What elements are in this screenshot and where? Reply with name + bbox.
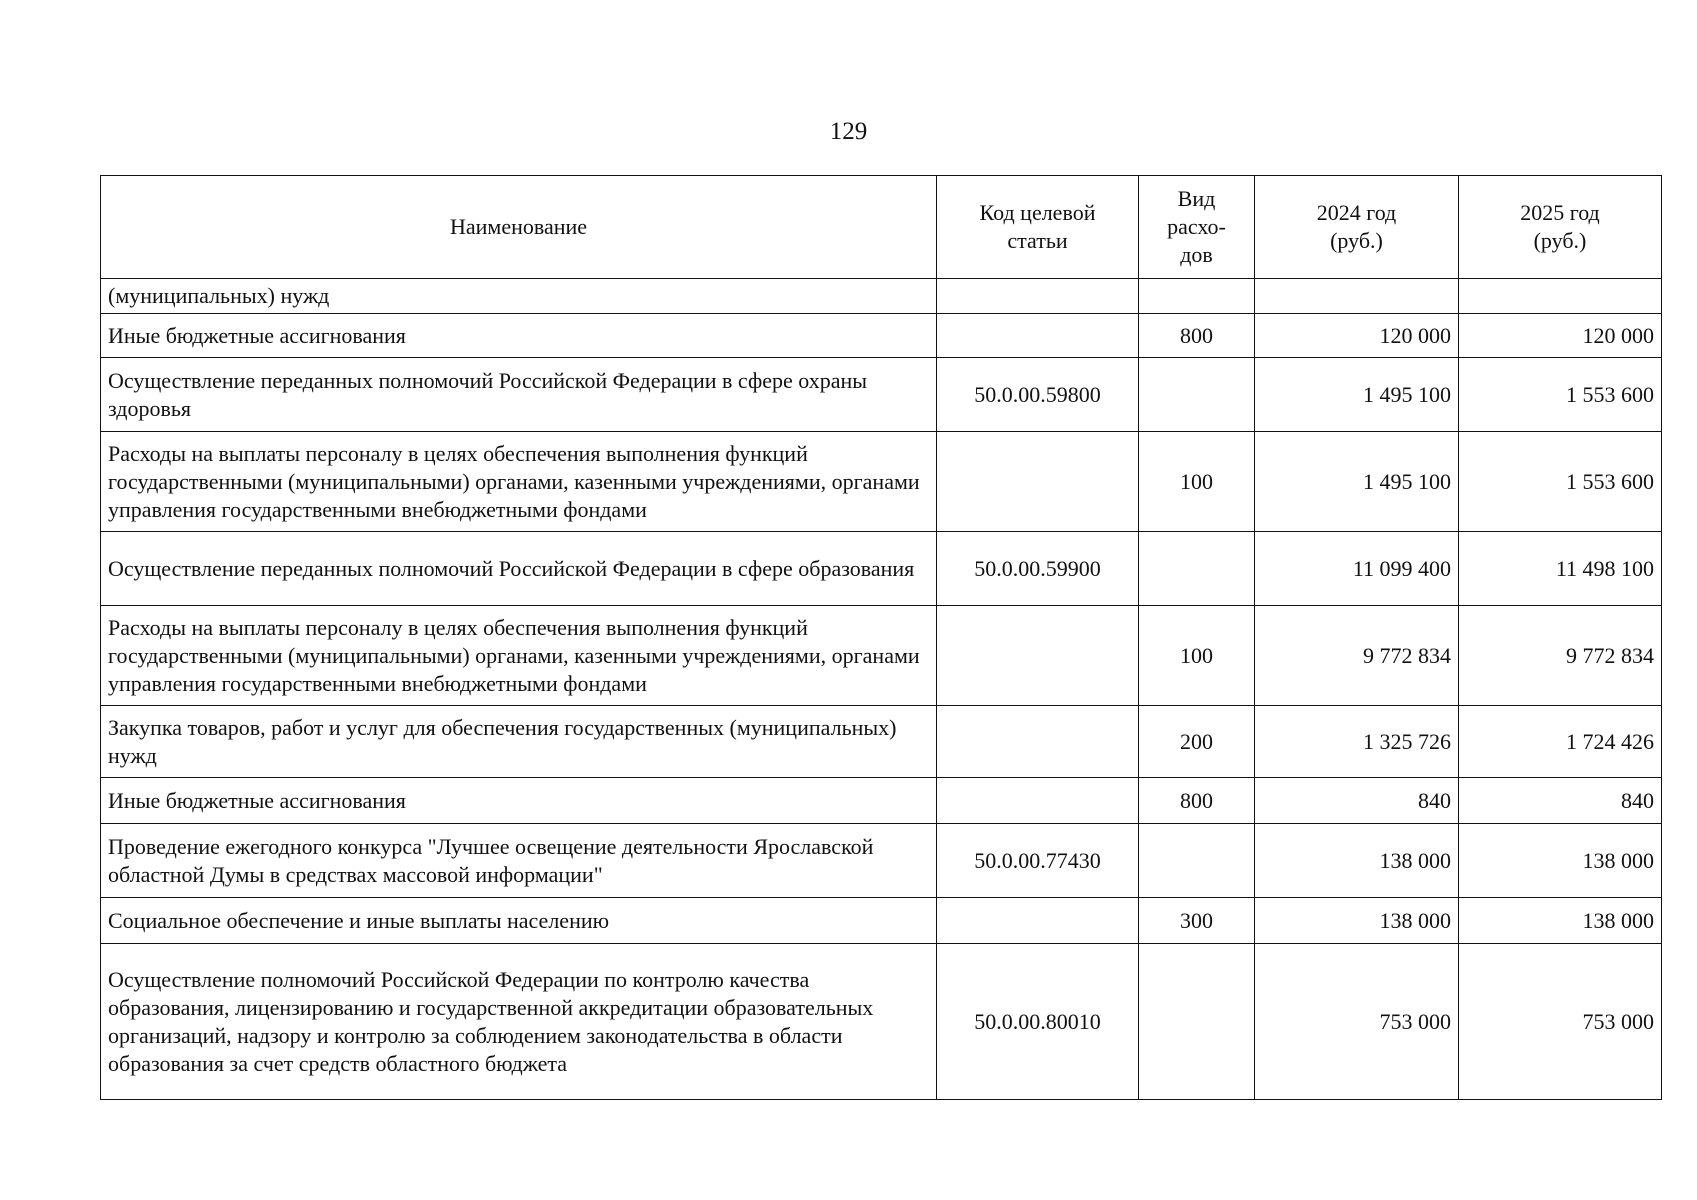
header-code — [937, 176, 1139, 279]
table-row — [101, 432, 1662, 532]
cell-code: 50.0.00.59800 — [937, 358, 1139, 432]
cell-name: Иные бюджетные ассигнования — [101, 314, 937, 358]
cell-2025: 9 772 834 — [1459, 606, 1662, 706]
cell-code — [937, 314, 1139, 358]
header-type-line2: расхо- — [1167, 214, 1226, 239]
cell-2024: 138 000 — [1255, 898, 1459, 944]
cell-code — [937, 279, 1139, 314]
cell-code — [937, 432, 1139, 532]
table-row — [101, 606, 1662, 706]
cell-2025: 138 000 — [1459, 824, 1662, 898]
cell-2025 — [1459, 279, 1662, 314]
cell-2024: 753 000 — [1255, 944, 1459, 1100]
table-row — [101, 532, 1662, 606]
table-row — [101, 778, 1662, 824]
cell-code: 50.0.00.77430 — [937, 824, 1139, 898]
table-row — [101, 944, 1662, 1100]
header-2024 — [1255, 176, 1459, 279]
cell-2024: 138 000 — [1255, 824, 1459, 898]
cell-name: Социальное обеспечение и иные выплаты населению — [101, 898, 937, 944]
cell-type — [1139, 358, 1255, 432]
header-name: Наименование — [101, 176, 937, 279]
header-2024-line2: (руб.) — [1330, 228, 1383, 253]
cell-type: 800 — [1139, 778, 1255, 824]
header-code-line1: Код целевой — [979, 200, 1096, 225]
cell-2025: 120 000 — [1459, 314, 1662, 358]
header-2025-line2: (руб.) — [1533, 228, 1587, 253]
cell-2024: 9 772 834 — [1255, 606, 1459, 706]
header-type — [1139, 176, 1255, 279]
cell-2024: 1 495 100 — [1255, 432, 1459, 532]
cell-code — [937, 778, 1139, 824]
header-type-line1: Вид — [1177, 186, 1216, 211]
cell-type: 100 — [1139, 432, 1255, 532]
table-row — [101, 898, 1662, 944]
cell-2025: 840 — [1459, 778, 1662, 824]
cell-type: 800 — [1139, 314, 1255, 358]
table-row — [101, 824, 1662, 898]
cell-2025: 11 498 100 — [1459, 532, 1662, 606]
budget-table — [100, 175, 1662, 1100]
cell-type: 300 — [1139, 898, 1255, 944]
cell-2024: 11 099 400 — [1255, 532, 1459, 606]
cell-2025: 1 553 600 — [1459, 432, 1662, 532]
cell-2025: 753 000 — [1459, 944, 1662, 1100]
cell-type — [1139, 279, 1255, 314]
cell-2024: 840 — [1255, 778, 1459, 824]
header-2025 — [1459, 176, 1662, 279]
cell-name: Иные бюджетные ассигнования — [101, 778, 937, 824]
cell-type: 200 — [1139, 706, 1255, 778]
cell-type — [1139, 824, 1255, 898]
table-row — [101, 706, 1662, 778]
cell-2025: 138 000 — [1459, 898, 1662, 944]
cell-name: Осуществление переданных полномочий Российской Федерации в сфере образования — [101, 532, 937, 606]
header-type-line3: дов — [1180, 242, 1213, 267]
cell-name: Расходы на выплаты персоналу в целях обеспечения выполнения функций государственными (муниципальными) органами, казенными учреждениями, органами управления государственными внебюджетными фондами — [101, 606, 937, 706]
table-row — [101, 314, 1662, 358]
cell-2025: 1 724 426 — [1459, 706, 1662, 778]
cell-type: 100 — [1139, 606, 1255, 706]
cell-2024: 1 325 726 — [1255, 706, 1459, 778]
cell-name: Осуществление полномочий Российской Федерации по контролю качества образования, лицензированию и государственной аккредитации образовательных организаций, надзору и контролю за соблюдением законодательства в области образования за счет средств областного бюджета — [101, 944, 937, 1100]
cell-type — [1139, 944, 1255, 1100]
header-2024-line1: 2024 год — [1316, 200, 1397, 225]
page-number: 129 — [829, 118, 868, 145]
cell-name: Осуществление переданных полномочий Российской Федерации в сфере охраны здоровья — [101, 358, 937, 432]
cell-name: Закупка товаров, работ и услуг для обеспечения государственных (муниципальных) нужд — [101, 706, 937, 778]
cell-2024 — [1255, 279, 1459, 314]
cell-code — [937, 606, 1139, 706]
header-2025-line1: 2025 год — [1520, 200, 1600, 225]
cell-code — [937, 706, 1139, 778]
cell-code: 50.0.00.80010 — [937, 944, 1139, 1100]
table-row — [101, 279, 1662, 314]
cell-name: Проведение ежегодного конкурса "Лучшее освещение деятельности Ярославской областной Думы в средствах массовой информации" — [101, 824, 937, 898]
cell-2024: 1 495 100 — [1255, 358, 1459, 432]
cell-name: Расходы на выплаты персоналу в целях обеспечения выполнения функций государственными (муниципальными) органами, казенными учреждениями, органами управления государственными внебюджетными фондами — [101, 432, 937, 532]
cell-code: 50.0.00.59900 — [937, 532, 1139, 606]
cell-type — [1139, 532, 1255, 606]
header-code-line2: статьи — [1007, 228, 1068, 253]
cell-2025: 1 553 600 — [1459, 358, 1662, 432]
cell-name: (муниципальных) нужд — [101, 279, 937, 314]
table-row — [101, 358, 1662, 432]
cell-code — [937, 898, 1139, 944]
table-header-row — [101, 176, 1662, 279]
cell-2024: 120 000 — [1255, 314, 1459, 358]
